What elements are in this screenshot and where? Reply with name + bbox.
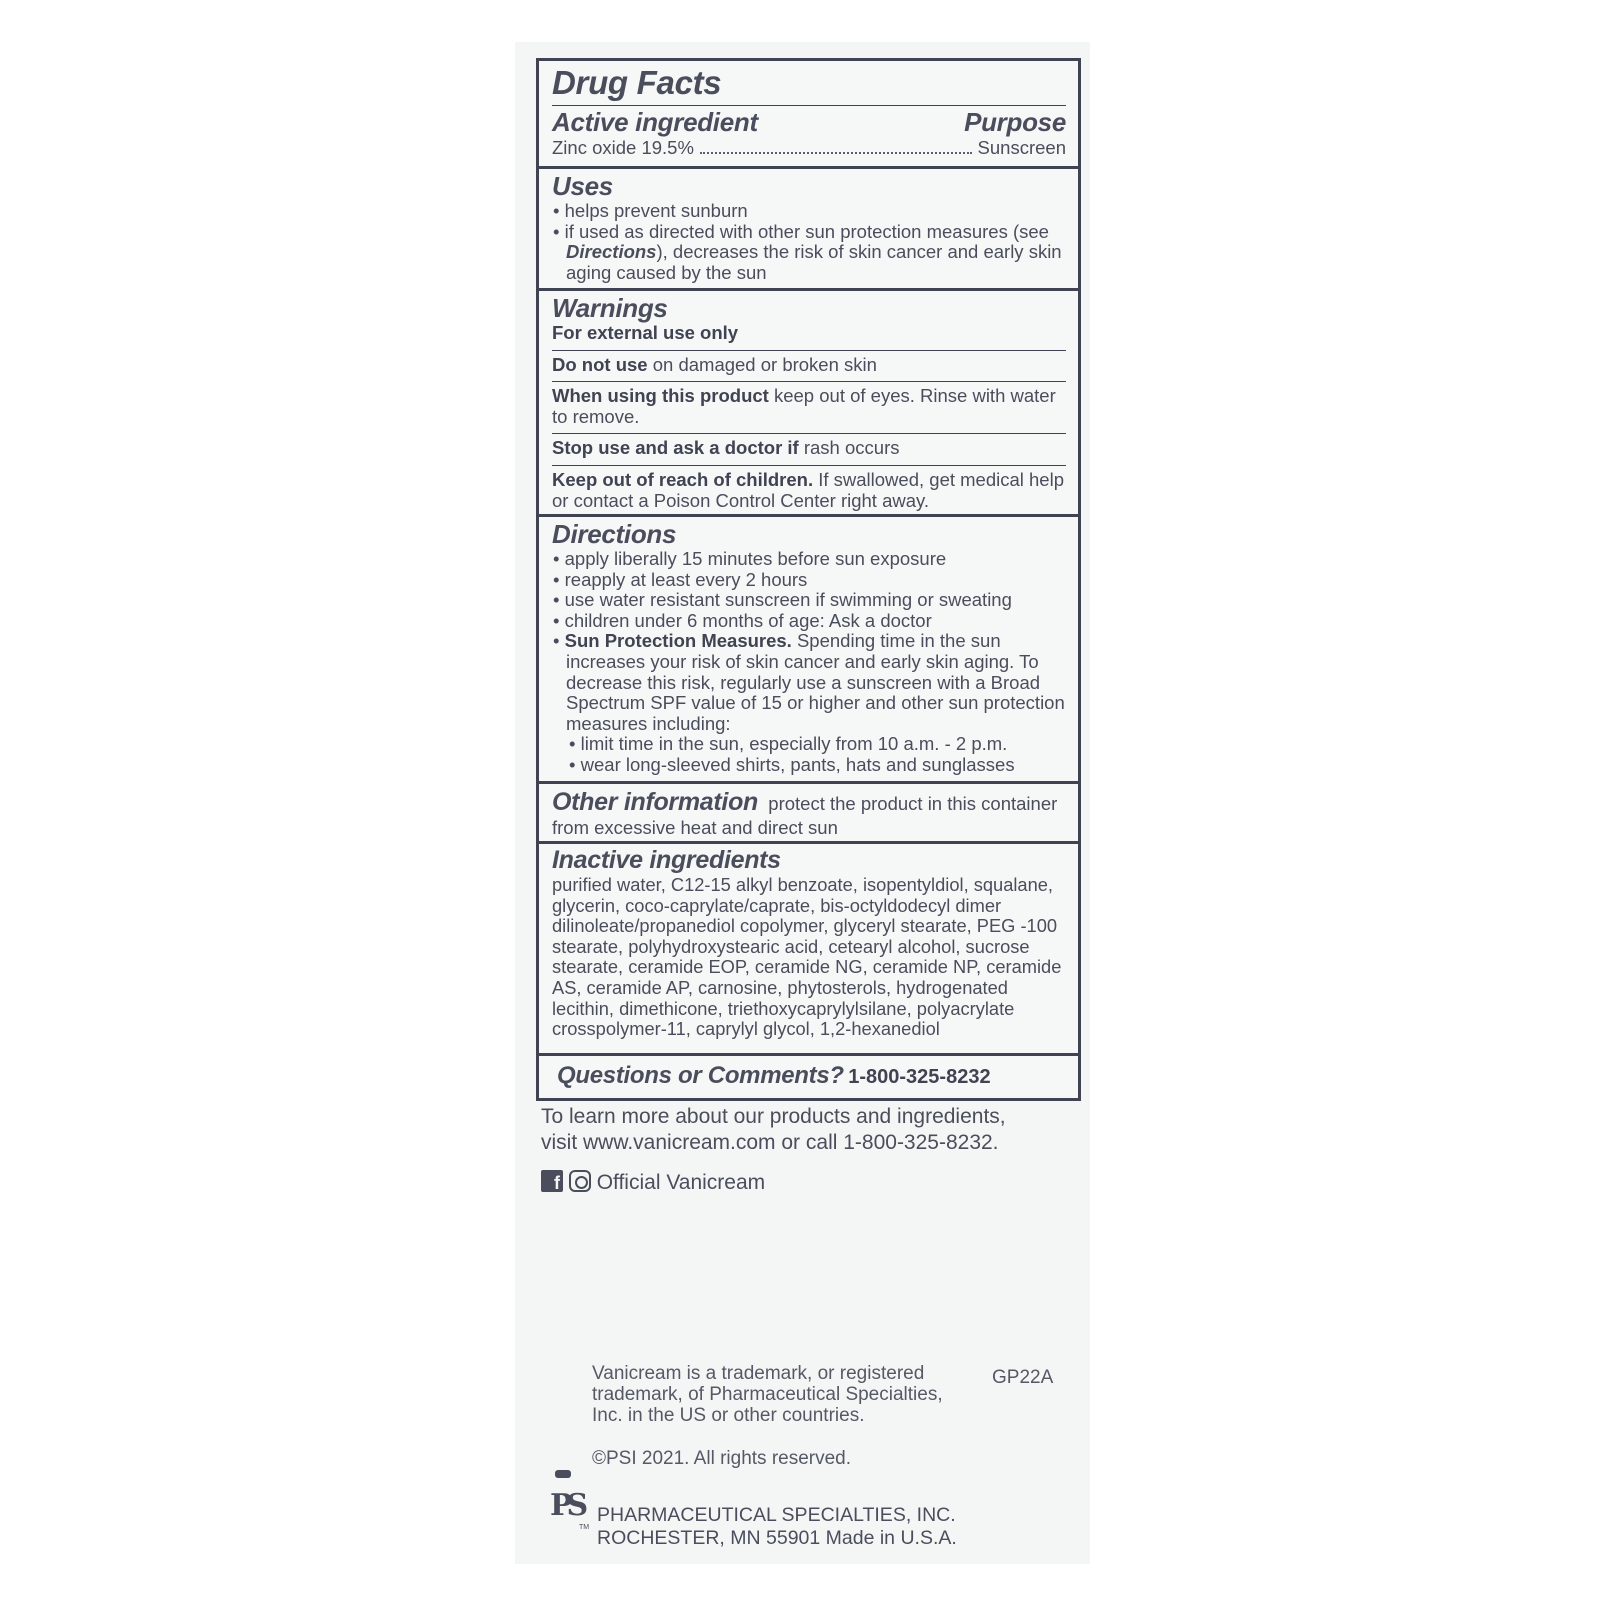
uses-section [539,169,1078,291]
questions-label: Questions or Comments? [557,1062,844,1089]
company-line-2: ROCHESTER, MN 55901 Made in U.S.A. [597,1527,957,1549]
active-heading-row [552,106,1066,138]
drug-facts-box [536,58,1081,1101]
other-info-heading: Other information [552,788,759,816]
social-row [541,1170,765,1196]
keep-out-text: Keep out of reach of children. If swallowed, get medical help or contact a Poison Control Center right away. [552,468,1064,511]
inactive-section [539,844,1078,1056]
drug-facts-header [539,61,1078,169]
facebook-icon[interactable]: f [541,1170,563,1192]
do-not-use-text: Do not use on damaged or broken skin [552,353,877,375]
directions-section [539,517,1078,784]
company-line-1: PHARMACEUTICAL SPECIALTIES, INC. [597,1504,956,1526]
social-label: Official Vanicream [596,1171,766,1194]
divider [552,381,1066,382]
uses-heading: Uses [552,171,613,201]
list-item: • limit time in the sun, especially from 10 a.m. - 2 p.m. [569,733,1008,755]
list-item: • helps prevent sunburn [553,200,748,221]
trademark-text: Vanicream is a trademark, or registered trademark, of Pharmaceutical Specialties, Inc. in the US or other countries. [592,1363,943,1426]
dotted-leader [700,152,972,154]
divider [552,433,1066,434]
instagram-icon[interactable] [569,1170,591,1192]
list-item: • reapply at least every 2 hours [553,568,808,590]
warnings-section [539,291,1078,517]
purpose-value: Sunscreen [977,137,1066,158]
questions-section [539,1056,1078,1098]
purpose-heading: Purpose [964,107,1066,137]
active-ingredient-row [552,138,1066,159]
list-item: • use water resistant sunscreen if swimming or sweating [553,589,1012,611]
stop-use-text: Stop use and ask a doctor if rash occurs [552,437,900,459]
active-ingredient-heading: Active ingredient [552,107,758,137]
divider [552,465,1066,466]
other-info-text: Other information protect the product in this container from excessive heat and direct sun [552,788,1058,838]
active-ingredient: Zinc oxide 19.5% [552,137,694,158]
inactive-text: purified water, C12-15 alkyl benzoate, isopentyldiol, squalane, glycerin, coco-caprylate/caprate, bis-octyldodecyl dimer dilinoleate/propanediol copolymer, glyceryl stearate, PEG -100 stearate, polyhydroxystearic acid, cetearyl alcohol, sucrose stearate, ceramide EOP, ceramide NG, ceramide NP, ceramide AS, ceramide AP, carnosine, phytosterols, hydrogenated lecithin, dimethicone, triethoxycaprylylsilane, polyacrylate crosspolymer-11, caprylyl glycol, 1,2-hexanediol [552,874,1062,1040]
other-info-section [539,784,1078,844]
warnings-heading: Warnings [552,293,668,323]
drug-facts-title: Drug Facts [552,64,722,101]
list-item: • Sun Protection Measures. Spending time in the sun increases your risk of skin cancer and early skin aging. To decrease this risk, regularly use a sunscreen with a Broad Spectrum SPF value of 15 or higher and other sun protection measures including: [553,630,1065,734]
list-item: • apply liberally 15 minutes before sun exposure [553,548,947,569]
list-item: • children under 6 months of age: Ask a doctor [553,609,932,631]
learn-more-text: To learn more about our products and ingredients, visit www.vanicream.com or call 1-800-325-8232. [541,1105,1006,1154]
questions-phone: 1-800-325-8232 [848,1066,991,1088]
company-address [597,1504,957,1550]
ps-logo-icon: PS TM [549,1470,585,1534]
inactive-heading: Inactive ingredients [552,846,781,874]
list-item: • if used as directed with other sun protection measures (see Directions), decreases the risk of skin cancer and early skin aging caused by the sun [553,220,1062,283]
external-use-text: For external use only [552,322,739,343]
divider [552,350,1066,351]
when-using-text: When using this product keep out of eyes. Rinse with water to remove. [552,385,1056,427]
list-item: • wear long-sleeved shirts, pants, hats and sunglasses [569,753,1015,775]
directions-heading: Directions [552,519,677,549]
copyright-text: ©PSI 2021. All rights reserved. [592,1448,852,1469]
product-code: GP22A [992,1367,1054,1388]
